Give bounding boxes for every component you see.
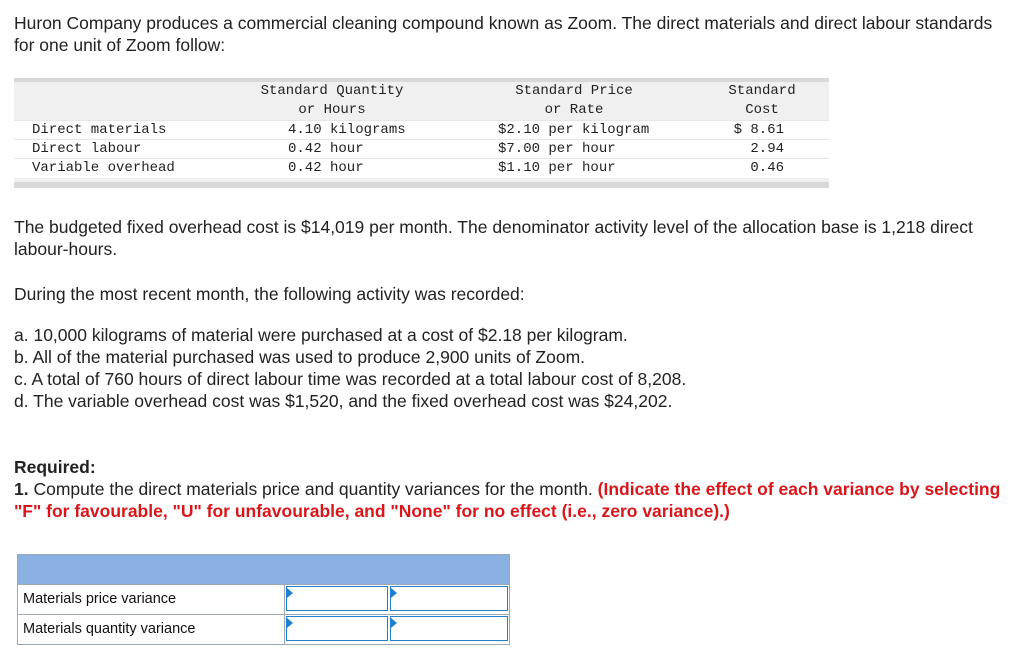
required-text: Compute the direct materials price and quantity variances for the month. bbox=[33, 479, 593, 499]
header-price-line2: or Rate bbox=[544, 102, 604, 118]
column-divider bbox=[284, 615, 285, 644]
list-item: d. The variable overhead cost was $1,520, and the fixed overhead cost was $24,202. bbox=[14, 391, 673, 411]
standards-table bbox=[14, 78, 829, 188]
input-marker-icon bbox=[287, 588, 293, 598]
input-marker-icon bbox=[391, 588, 397, 598]
budget-paragraph: The budgeted fixed overhead cost is $14,019 per month. The denominator activity level of the allocation base is 1,218 direct labour-hours. bbox=[14, 217, 973, 259]
table-row bbox=[14, 120, 829, 140]
header-cost-line2: Cost bbox=[745, 102, 779, 118]
column-divider bbox=[284, 585, 285, 614]
answer-grid-header bbox=[18, 555, 509, 585]
header-qty-line2: or Hours bbox=[298, 102, 366, 118]
materials-quantity-variance-amount-input[interactable] bbox=[286, 616, 388, 641]
header-qty-line1: Standard Quantity bbox=[260, 83, 404, 99]
input-marker-icon bbox=[391, 618, 397, 628]
required-section bbox=[14, 456, 1009, 522]
row-price: $2.10 per kilogram bbox=[498, 122, 650, 138]
materials-price-variance-effect-select[interactable] bbox=[390, 586, 508, 611]
row-cost: 2.94 bbox=[750, 141, 784, 157]
table-row bbox=[14, 139, 829, 159]
row-cost: $ 8.61 bbox=[733, 122, 784, 138]
table-row bbox=[14, 158, 829, 178]
row-label: Direct labour bbox=[32, 141, 142, 157]
intro-paragraph: Huron Company produces a commercial cleaning compound known as Zoom. The direct materials and direct labour standards for one unit of Zoom follow: bbox=[14, 13, 993, 55]
required-instruction: (Indicate the effect of each variance by selecting "F" for favourable, "U" for unfavourable, and "None" for no effect (i.e., zero variance).) bbox=[14, 479, 1001, 521]
required-number: 1. bbox=[14, 479, 29, 499]
answer-row-label: Materials price variance bbox=[23, 591, 177, 607]
row-qty: 0.42 hour bbox=[288, 141, 364, 157]
header-price-line1: Standard Price bbox=[515, 83, 633, 99]
answer-row-label: Materials quantity variance bbox=[23, 621, 196, 637]
materials-quantity-variance-effect-select[interactable] bbox=[390, 616, 508, 641]
table-row bbox=[18, 615, 509, 644]
answer-grid bbox=[17, 554, 510, 645]
row-cost: 0.46 bbox=[750, 160, 784, 176]
input-marker-icon bbox=[287, 618, 293, 628]
row-price: $1.10 per hour bbox=[498, 160, 616, 176]
list-item: b. All of the material purchased was used to produce 2,900 units of Zoom. bbox=[14, 347, 586, 367]
list-item: c. A total of 760 hours of direct labour time was recorded at a total labour cost of 8,208. bbox=[14, 369, 687, 389]
table-row bbox=[18, 585, 509, 615]
required-heading: Required: bbox=[14, 457, 96, 477]
activity-list bbox=[14, 324, 686, 412]
row-qty: 0.42 hour bbox=[288, 160, 364, 176]
list-item: a. 10,000 kilograms of material were purchased at a cost of $2.18 per kilogram. bbox=[14, 325, 628, 345]
row-label: Direct materials bbox=[32, 122, 167, 138]
header-cost-line1: Standard bbox=[728, 83, 796, 99]
materials-price-variance-amount-input[interactable] bbox=[286, 586, 388, 611]
activity-intro: During the most recent month, the following activity was recorded: bbox=[14, 284, 525, 304]
row-price: $7.00 per hour bbox=[498, 141, 616, 157]
row-label: Variable overhead bbox=[32, 160, 175, 176]
table-header-row-2 bbox=[14, 101, 829, 120]
row-qty: 4.10 kilograms bbox=[288, 122, 406, 138]
table-header-row-1 bbox=[14, 82, 829, 101]
